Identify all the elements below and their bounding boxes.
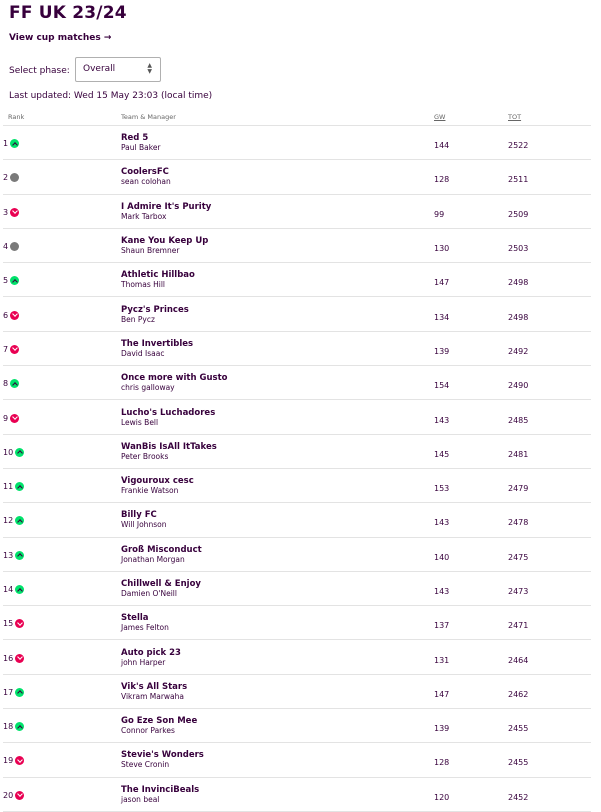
gw-points: 139 <box>434 346 450 356</box>
arrow-up-icon <box>10 379 19 388</box>
team-cell[interactable] <box>121 366 434 400</box>
tot-cell <box>508 640 591 674</box>
gw-points: 139 <box>434 724 450 734</box>
gw-cell <box>434 331 508 365</box>
rank-number: 18 <box>3 722 14 732</box>
rank-number: 15 <box>3 619 14 629</box>
gw-points: 120 <box>434 792 450 802</box>
rank-number: 8 <box>3 379 9 389</box>
team-name[interactable]: Lucho's Luchadores <box>121 407 216 418</box>
total-points: 2471 <box>508 621 529 631</box>
gw-points: 143 <box>434 415 450 425</box>
table-row <box>3 297 591 331</box>
team-name[interactable]: Vigouroux cesc <box>121 476 194 487</box>
table-row <box>3 777 591 811</box>
total-points: 2498 <box>508 278 529 288</box>
select-caret-icon: ▲ ▼ <box>147 62 152 75</box>
total-points: 2509 <box>508 209 529 219</box>
rank-cell <box>3 434 121 468</box>
phase-select-value: Overall <box>83 64 116 74</box>
total-points: 2455 <box>508 758 529 768</box>
team-cell[interactable] <box>121 126 434 160</box>
table-row <box>3 434 591 468</box>
manager-name: Ben Pycz <box>121 314 155 324</box>
total-points: 2455 <box>508 724 529 734</box>
rank-number: 16 <box>3 653 14 663</box>
team-name[interactable]: Auto pick 23 <box>121 647 181 658</box>
total-points: 2481 <box>508 449 529 459</box>
rank-cell <box>3 709 121 743</box>
arrow-up-icon <box>15 722 24 731</box>
gw-points: 145 <box>434 449 450 459</box>
team-name[interactable]: WanBis IsAll ItTakes <box>121 441 217 452</box>
gw-cell <box>434 366 508 400</box>
table-row <box>3 468 591 502</box>
gw-cell <box>434 228 508 262</box>
tot-cell <box>508 537 591 571</box>
rank-number: 6 <box>3 310 9 320</box>
rank-cell <box>3 674 121 708</box>
manager-name: Vikram Marwaha <box>121 691 184 701</box>
table-row <box>3 606 591 640</box>
tot-cell <box>508 400 591 434</box>
gw-cell <box>434 709 508 743</box>
team-name[interactable]: Vik's All Stars <box>121 681 188 692</box>
total-points: 2473 <box>508 587 529 596</box>
rank-cell <box>3 640 121 674</box>
gw-points: 147 <box>434 278 450 288</box>
rank-cell <box>3 743 121 777</box>
gw-points: 134 <box>434 312 450 322</box>
team-name[interactable]: The InvinciBeals <box>121 784 200 795</box>
manager-name: Damien O'Neill <box>121 589 177 598</box>
rank-number: 10 <box>3 447 14 457</box>
rank-number: 1 <box>3 139 9 149</box>
team-name[interactable]: Go Eze Son Mee <box>121 716 198 727</box>
gw-cell <box>434 126 508 160</box>
team-name[interactable]: Red 5 <box>121 133 149 144</box>
manager-name: Frankie Watson <box>121 486 179 496</box>
arrow-up-icon <box>15 585 24 594</box>
arrow-up-icon <box>15 688 24 697</box>
gw-header[interactable]: GW <box>434 108 508 126</box>
table-row <box>3 331 591 365</box>
tot-cell <box>508 674 591 708</box>
team-cell[interactable] <box>121 537 434 571</box>
gw-cell <box>434 194 508 228</box>
team-cell[interactable] <box>121 709 434 743</box>
arrow-down-icon <box>15 756 24 765</box>
gw-points: 143 <box>434 587 450 596</box>
tot-cell <box>508 194 591 228</box>
team-cell[interactable] <box>121 160 434 194</box>
tot-cell <box>508 709 591 743</box>
gw-points: 128 <box>434 175 450 185</box>
gw-cell <box>434 537 508 571</box>
gw-points: 131 <box>434 655 450 665</box>
arrow-down-icon <box>15 791 24 800</box>
rank-cell <box>3 228 121 262</box>
league-title: FF UK 23/24 <box>9 3 127 23</box>
manager-name: Shaun Bremner <box>121 246 180 256</box>
table-row <box>3 743 591 777</box>
table-row <box>3 537 591 571</box>
gw-cell <box>434 777 508 811</box>
gw-points: 143 <box>434 518 450 528</box>
manager-name: john Harper <box>121 657 166 667</box>
team-name[interactable]: Athletic Hillbao <box>121 270 195 281</box>
team-cell[interactable] <box>121 571 434 605</box>
rank-cell <box>3 468 121 502</box>
manager-name: Lewis Bell <box>121 417 159 427</box>
rank-cell <box>3 194 121 228</box>
total-points: 2490 <box>508 381 529 391</box>
gw-cell <box>434 503 508 537</box>
tot-cell <box>508 777 591 811</box>
team-name[interactable]: Pycz's Princes <box>121 304 189 315</box>
team-name[interactable]: Kane You Keep Up <box>121 236 209 247</box>
team-cell[interactable] <box>121 674 434 708</box>
manager-name: Connor Parkes <box>121 726 175 736</box>
gw-points: 128 <box>434 758 450 768</box>
tot-header[interactable]: TOT <box>508 108 591 126</box>
gw-points: 153 <box>434 484 450 494</box>
gw-cell <box>434 743 508 777</box>
total-points: 2485 <box>508 415 529 425</box>
team-cell[interactable] <box>121 503 434 537</box>
team-name[interactable]: Stella <box>121 613 149 624</box>
rank-number: 19 <box>3 756 14 766</box>
manager-name: Peter Brooks <box>121 451 169 461</box>
rank-cell <box>3 571 121 605</box>
team-cell[interactable] <box>121 606 434 640</box>
rank-cell <box>3 126 121 160</box>
gw-cell <box>434 674 508 708</box>
rank-cell <box>3 537 121 571</box>
team-cell[interactable] <box>121 263 434 297</box>
team-cell[interactable] <box>121 400 434 434</box>
rank-cell <box>3 606 121 640</box>
total-points: 2479 <box>508 484 529 494</box>
rank-cell <box>3 263 121 297</box>
gw-points: 154 <box>434 381 450 391</box>
table-row <box>3 571 591 605</box>
arrow-down-icon <box>10 414 19 423</box>
tot-cell <box>508 434 591 468</box>
total-points: 2475 <box>508 552 529 562</box>
gw-points: 130 <box>434 244 450 254</box>
total-points: 2522 <box>508 141 529 151</box>
rank-number: 2 <box>3 173 9 183</box>
arrow-up-icon <box>15 482 24 491</box>
total-points: 2503 <box>508 244 529 254</box>
table-row <box>3 228 591 262</box>
gw-cell <box>434 297 508 331</box>
rank-number: 3 <box>3 207 9 217</box>
table-row <box>3 126 591 160</box>
team-cell[interactable] <box>121 228 434 262</box>
rank-cell <box>3 503 121 537</box>
table-row <box>3 400 591 434</box>
gw-cell <box>434 640 508 674</box>
arrow-up-icon <box>15 551 24 560</box>
no-change-icon <box>10 242 19 251</box>
manager-name: sean colohan <box>121 177 171 187</box>
arrow-down-icon <box>10 311 19 320</box>
team-name[interactable]: Stevie's Wonders <box>121 750 204 761</box>
gw-points: 140 <box>434 552 450 562</box>
manager-name: Will Johnson <box>121 520 167 530</box>
manager-name: David Isaac <box>121 348 165 358</box>
rank-cell <box>3 160 121 194</box>
table-row <box>3 640 591 674</box>
tot-cell <box>508 366 591 400</box>
rank-number: 7 <box>3 344 9 354</box>
tot-cell <box>508 743 591 777</box>
tot-cell <box>508 331 591 365</box>
gw-cell <box>434 468 508 502</box>
arrow-down-icon <box>10 208 19 217</box>
tot-cell <box>508 571 591 605</box>
rank-number: 14 <box>3 585 14 594</box>
rank-cell <box>3 400 121 434</box>
total-points: 2478 <box>508 518 529 528</box>
gw-points: 137 <box>434 621 450 631</box>
rank-number: 5 <box>3 276 9 286</box>
team-cell[interactable] <box>121 297 434 331</box>
tot-cell <box>508 263 591 297</box>
no-change-icon <box>10 173 19 182</box>
table-row <box>3 263 591 297</box>
team-name[interactable]: Billy FC <box>121 510 157 521</box>
team-name[interactable]: Chillwell & Enjoy <box>121 579 201 589</box>
gw-cell <box>434 571 508 605</box>
rank-cell <box>3 366 121 400</box>
table-row <box>3 503 591 537</box>
total-points: 2492 <box>508 346 529 356</box>
rank-cell <box>3 777 121 811</box>
rank-number: 13 <box>3 550 14 560</box>
arrow-up-icon <box>15 448 24 457</box>
tot-cell <box>508 228 591 262</box>
rank-number: 12 <box>3 516 14 526</box>
rank-number: 4 <box>3 242 9 252</box>
view-cup-matches-link[interactable]: View cup matches → <box>9 33 112 43</box>
total-points: 2464 <box>508 655 529 665</box>
arrow-up-icon <box>10 139 19 148</box>
team-cell[interactable] <box>121 468 434 502</box>
manager-name: Mark Tarbox <box>121 211 167 221</box>
arrow-up-icon <box>10 276 19 285</box>
manager-name: James Felton <box>121 623 169 633</box>
standings-header <box>3 108 591 126</box>
rank-cell <box>3 331 121 365</box>
team-name[interactable]: Once more with Gusto <box>121 373 228 384</box>
arrow-down-icon <box>15 654 24 663</box>
manager-name: Thomas Hill <box>121 280 166 290</box>
team-name[interactable]: The Invertibles <box>121 338 194 349</box>
team-header: Team & Manager <box>121 108 434 126</box>
arrow-down-icon <box>10 345 19 354</box>
total-points: 2498 <box>508 312 529 322</box>
rank-number: 17 <box>3 687 14 697</box>
rank-cell <box>3 297 121 331</box>
gw-cell <box>434 434 508 468</box>
team-cell[interactable] <box>121 434 434 468</box>
tot-cell <box>508 297 591 331</box>
gw-cell <box>434 160 508 194</box>
table-row <box>3 709 591 743</box>
gw-points: 144 <box>434 141 450 151</box>
manager-name: chris galloway <box>121 383 175 393</box>
gw-cell <box>434 400 508 434</box>
gw-cell <box>434 606 508 640</box>
tot-cell <box>508 160 591 194</box>
last-updated: Last updated: Wed 15 May 23:03 (local time) <box>9 91 213 101</box>
table-row <box>3 366 591 400</box>
table-row <box>3 674 591 708</box>
team-cell[interactable] <box>121 777 434 811</box>
team-name[interactable]: I Admire It's Purity <box>121 201 212 212</box>
rank-number: 20 <box>3 790 14 800</box>
team-name[interactable]: CoolersFC <box>121 167 169 178</box>
team-cell[interactable] <box>121 194 434 228</box>
arrow-down-icon <box>15 619 24 628</box>
table-row <box>3 194 591 228</box>
gw-points: 147 <box>434 689 450 699</box>
rank-number: 9 <box>3 413 9 423</box>
team-cell[interactable] <box>121 743 434 777</box>
team-cell[interactable] <box>121 640 434 674</box>
total-points: 2452 <box>508 792 529 802</box>
rank-header: Rank <box>3 108 121 126</box>
rank-number: 11 <box>3 482 14 492</box>
phase-label: Select phase: <box>9 66 70 76</box>
manager-name: Steve Cronin <box>121 760 170 770</box>
tot-cell <box>508 606 591 640</box>
total-points: 2462 <box>508 689 529 699</box>
table-row <box>3 160 591 194</box>
manager-name: Jonathan Morgan <box>121 554 185 564</box>
total-points: 2511 <box>508 175 529 185</box>
gw-cell <box>434 263 508 297</box>
tot-cell <box>508 503 591 537</box>
tot-cell <box>508 468 591 502</box>
manager-name: jason beal <box>121 794 160 804</box>
team-name[interactable]: Groß Misconduct <box>121 544 202 555</box>
manager-name: Paul Baker <box>121 143 161 153</box>
tot-cell <box>508 126 591 160</box>
arrow-up-icon <box>15 516 24 525</box>
gw-points: 99 <box>434 209 445 219</box>
standings-table <box>3 108 591 812</box>
phase-select[interactable] <box>75 57 161 82</box>
team-cell[interactable] <box>121 331 434 365</box>
